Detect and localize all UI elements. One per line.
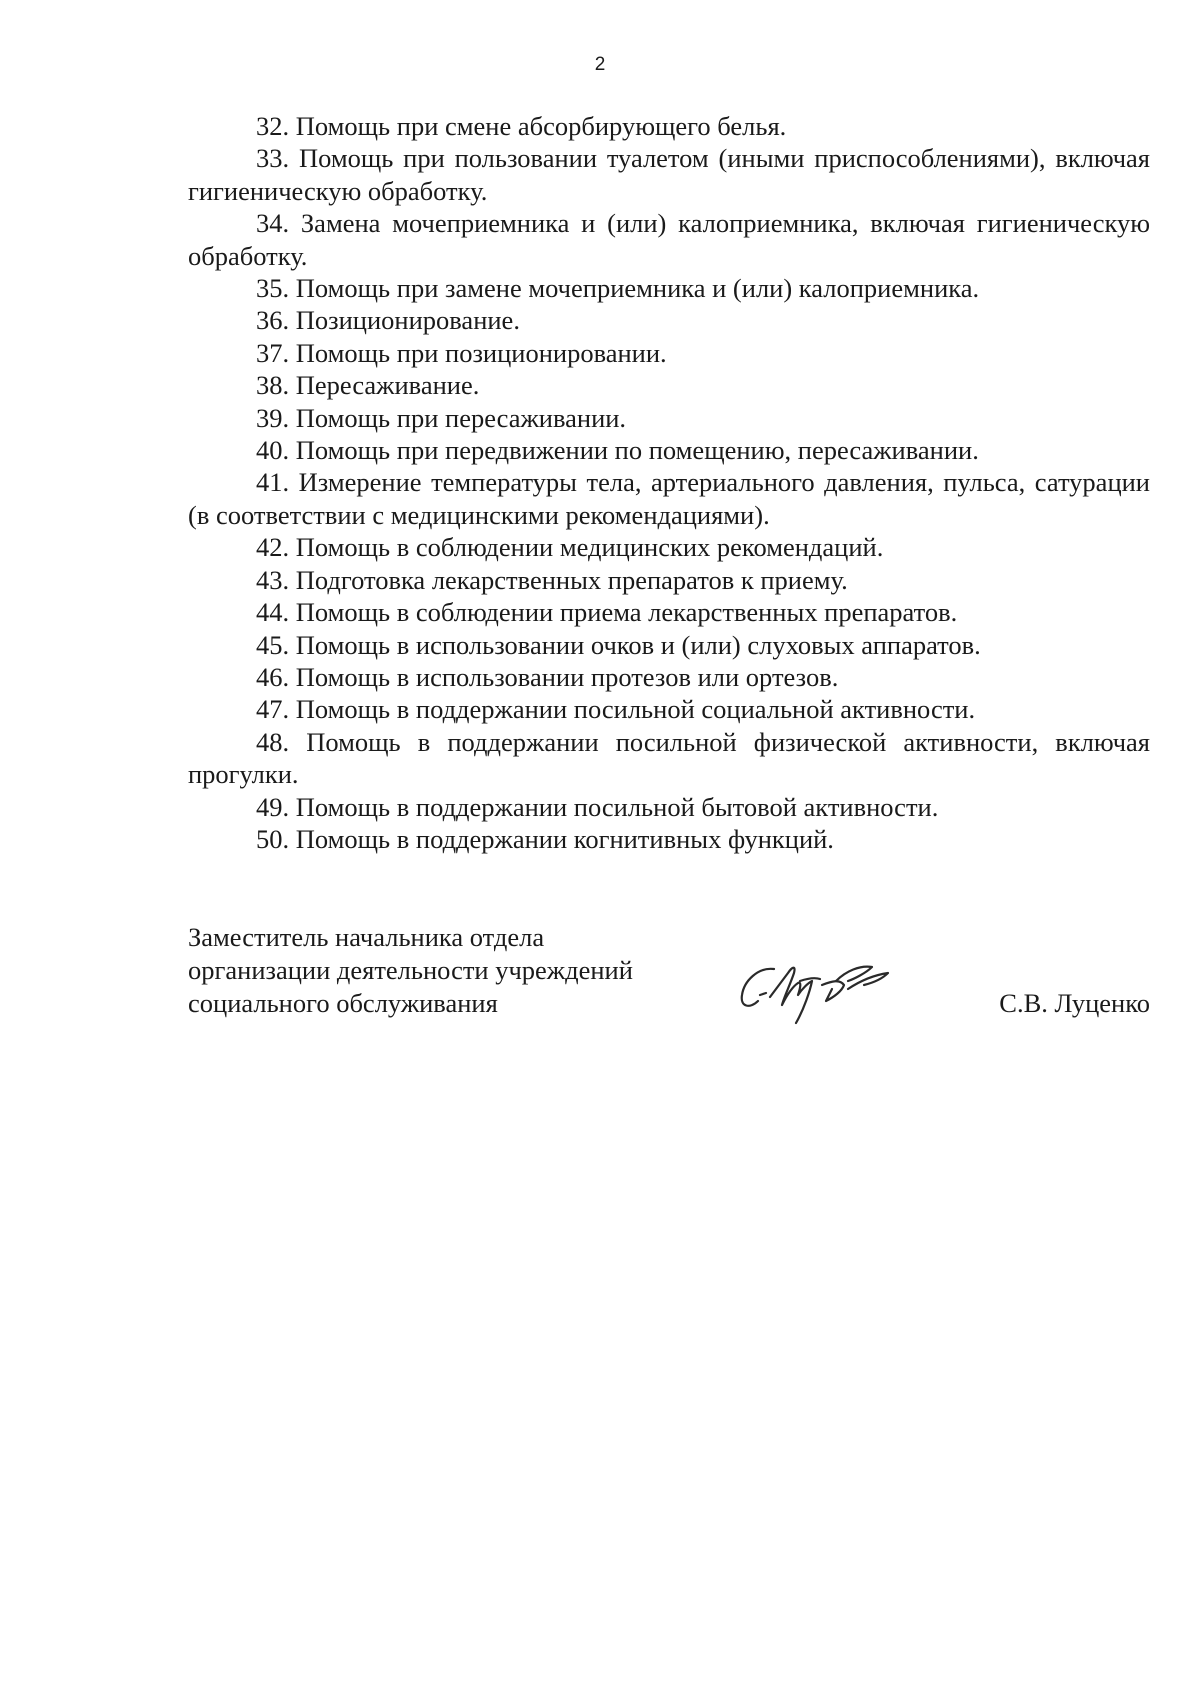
signatory-position (188, 921, 633, 1020)
list-item: 49. Помощь в поддержании посильной бытовой активности. (256, 791, 939, 822)
list-item: 43. Подготовка лекарственных препаратов к приему. (256, 564, 848, 595)
signatory-position-line: организации деятельности учреждений (188, 955, 633, 985)
list-item: 35. Помощь при замене мочеприемника и (или) калоприемника. (256, 273, 980, 304)
signature-block (188, 921, 1150, 1041)
list-item: 45. Помощь в использовании очков и (или) слуховых аппаратов. (256, 629, 981, 660)
signatory-position-line: Заместитель начальника отдела (188, 922, 545, 952)
handwritten-signature (736, 951, 906, 1026)
list-item: 46. Помощь в использовании протезов или ортезов. (256, 661, 839, 692)
list-item: 34. Замена мочеприемника и (или) калоприемника, включая гигиеническую обработку. (188, 208, 1150, 271)
list-item: 36. Позиционирование. (256, 305, 520, 336)
list-item: 32. Помощь при смене абсорбирующего белья. (256, 111, 787, 141)
list-item: 50. Помощь в поддержании когнитивных функций. (256, 823, 834, 854)
list-item: 41. Измерение температуры тела, артериального давления, пульса, сатурации (в соответствии с медицинскими рекомендациями). (188, 467, 1150, 530)
signatory-position-line: социального обслуживания (188, 988, 498, 1018)
list-item: 40. Помощь при передвижении по помещению, пересаживании. (256, 435, 979, 466)
list-item: 47. Помощь в поддержании посильной социальной активности. (256, 694, 976, 725)
list-item: 39. Помощь при пересаживании. (256, 402, 627, 433)
signatory-name: С.В. Луценко (999, 988, 1150, 1018)
page-number: 2 (594, 54, 606, 75)
list-item: 38. Пересаживание. (256, 370, 480, 401)
list-item: 42. Помощь в соблюдении медицинских рекомендаций. (256, 532, 884, 563)
list-item: 37. Помощь при позиционировании. (256, 337, 667, 368)
list-item: 33. Помощь при пользовании туалетом (иными приспособлениями), включая гигиеническую обработку. (188, 143, 1150, 206)
services-list (188, 110, 1150, 855)
list-item: 48. Помощь в поддержании посильной физической активности, включая прогулки. (188, 726, 1150, 790)
list-item: 44. Помощь в соблюдении приема лекарственных препаратов. (256, 597, 958, 628)
